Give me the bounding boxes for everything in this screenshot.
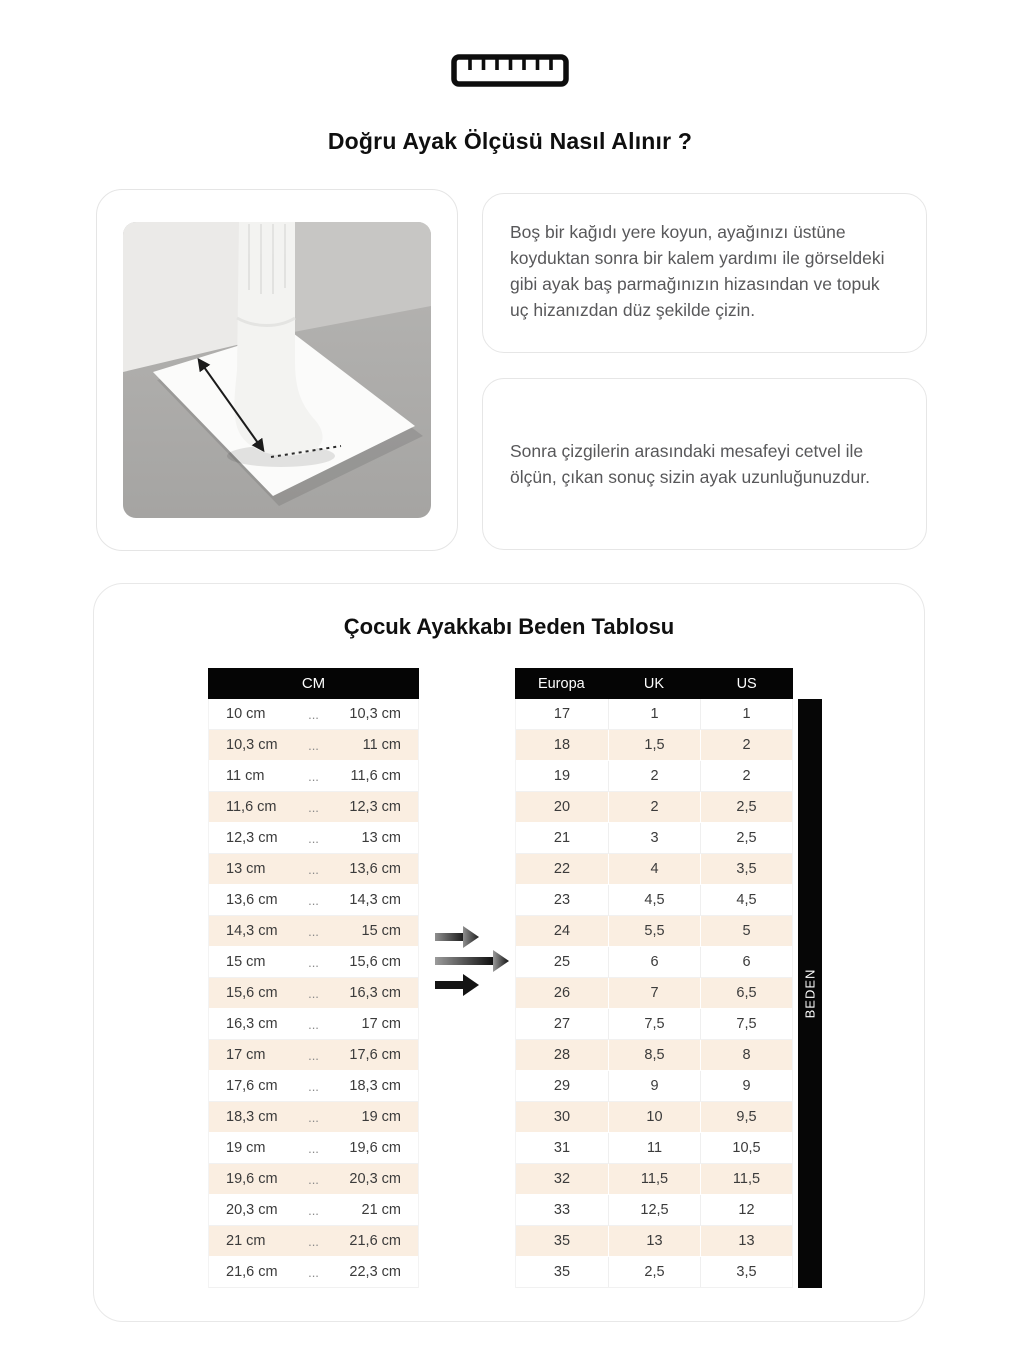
intl-table-row xyxy=(516,947,792,978)
uk-cell: 10 xyxy=(608,1102,700,1132)
intl-table-row xyxy=(516,823,792,854)
uk-cell: 4 xyxy=(608,854,700,884)
cm-to-cell: 21,6 cm xyxy=(349,1233,401,1249)
us-cell: 11,5 xyxy=(700,1164,792,1194)
uk-cell: 1 xyxy=(608,699,700,729)
cm-to-cell: 15,6 cm xyxy=(349,954,401,970)
cm-to-cell: 11,6 cm xyxy=(350,768,401,784)
cm-from-cell: 17 cm xyxy=(226,1047,266,1063)
uk-cell: 9 xyxy=(608,1071,700,1101)
cm-separator: ... xyxy=(308,1171,319,1187)
ruler-icon xyxy=(451,54,569,92)
us-cell: 4,5 xyxy=(700,885,792,915)
uk-cell: 11,5 xyxy=(608,1164,700,1194)
europa-cell: 32 xyxy=(553,1171,571,1187)
us-cell: 13 xyxy=(700,1226,792,1256)
europa-cell: 19 xyxy=(553,768,571,784)
cm-table-row xyxy=(209,1226,418,1257)
cm-separator: ... xyxy=(308,799,319,815)
cm-from-cell: 11,6 cm xyxy=(226,799,277,815)
instruction-step-1 xyxy=(482,193,927,353)
intl-table-row xyxy=(516,792,792,823)
cm-table-row xyxy=(209,916,418,947)
cm-separator: ... xyxy=(308,861,319,877)
us-cell: 3,5 xyxy=(700,854,792,884)
europa-cell: 33 xyxy=(553,1202,571,1218)
cm-to-cell: 14,3 cm xyxy=(349,892,401,908)
intl-table-row xyxy=(516,1040,792,1071)
us-cell: 9,5 xyxy=(700,1102,792,1132)
intl-table-row xyxy=(516,1164,792,1195)
intl-table-row xyxy=(516,699,792,730)
cm-to-cell: 19,6 cm xyxy=(349,1140,401,1156)
us-cell: 6,5 xyxy=(700,978,792,1008)
size-chart-title: Çocuk Ayakkabı Beden Tablosu xyxy=(343,614,675,639)
uk-cell: 7 xyxy=(608,978,700,1008)
cm-from-cell: 13,6 cm xyxy=(226,892,278,908)
uk-cell: 8,5 xyxy=(608,1040,700,1070)
cm-from-cell: 14,3 cm xyxy=(226,923,278,939)
cm-table-header: CM xyxy=(208,668,419,699)
intl-table-row xyxy=(516,1071,792,1102)
cm-table xyxy=(208,668,419,1288)
intl-table-row xyxy=(516,1133,792,1164)
uk-cell: 7,5 xyxy=(608,1009,700,1039)
cm-to-cell: 22,3 cm xyxy=(349,1264,401,1280)
foot-measurement-photo xyxy=(123,222,431,518)
cm-from-cell: 15,6 cm xyxy=(226,985,278,1001)
cm-table-row xyxy=(209,1040,418,1071)
cm-separator: ... xyxy=(308,737,319,753)
europa-cell: 31 xyxy=(553,1140,571,1156)
europa-cell: 21 xyxy=(553,830,571,846)
cm-to-cell: 16,3 cm xyxy=(349,985,401,1001)
cm-from-cell: 17,6 cm xyxy=(226,1078,278,1094)
cm-table-row xyxy=(209,699,418,730)
cm-separator: ... xyxy=(308,954,319,970)
intl-table-row xyxy=(516,1009,792,1040)
us-cell: 8 xyxy=(700,1040,792,1070)
beden-side-label xyxy=(798,699,822,1288)
intl-table-row xyxy=(516,885,792,916)
cm-to-cell: 13,6 cm xyxy=(349,861,401,877)
us-cell: 3,5 xyxy=(700,1257,792,1287)
cm-table-row xyxy=(209,1164,418,1195)
uk-cell: 3 xyxy=(608,823,700,853)
uk-cell: 4,5 xyxy=(608,885,700,915)
cm-separator: ... xyxy=(308,1233,319,1249)
uk-cell: 2 xyxy=(608,761,700,791)
cm-from-cell: 13 cm xyxy=(226,861,266,877)
intl-table-row xyxy=(516,978,792,1009)
us-cell: 5 xyxy=(700,916,792,946)
europa-cell: 26 xyxy=(553,985,571,1001)
uk-cell: 11 xyxy=(608,1133,700,1163)
cm-table-row xyxy=(209,1071,418,1102)
cm-separator: ... xyxy=(308,1016,319,1032)
cm-table-row xyxy=(209,1133,418,1164)
cm-table-row xyxy=(209,1009,418,1040)
intl-table-body xyxy=(515,699,793,1288)
cm-separator: ... xyxy=(308,1140,319,1156)
us-cell: 10,5 xyxy=(700,1133,792,1163)
cm-to-cell: 17,6 cm xyxy=(349,1047,401,1063)
intl-table-row xyxy=(516,916,792,947)
us-cell: 1 xyxy=(700,699,792,729)
cm-separator: ... xyxy=(308,1078,319,1094)
intl-table-row xyxy=(516,854,792,885)
international-size-table xyxy=(515,668,793,1288)
us-cell: 6 xyxy=(700,947,792,977)
mapping-arrows-icon xyxy=(433,921,513,996)
europa-cell: 18 xyxy=(553,737,571,753)
cm-to-cell: 19 cm xyxy=(361,1109,401,1125)
cm-separator: ... xyxy=(308,830,319,846)
uk-cell: 12,5 xyxy=(608,1195,700,1225)
cm-to-cell: 15 cm xyxy=(361,923,401,939)
instruction-step-1-text: Boş bir kağıdı yere koyun, ayağınızı üstüne koyduktan sonra bir kalem yardımı ile görseldeki gibi ayak baş parmağınızın hizasından ve topuk uç hizanızdan düz şekilde çizin. xyxy=(510,222,885,320)
cm-from-cell: 12,3 cm xyxy=(226,830,278,846)
cm-table-row xyxy=(209,1257,418,1288)
cm-to-cell: 18,3 cm xyxy=(349,1078,401,1094)
uk-cell: 1,5 xyxy=(608,730,700,760)
us-cell: 2 xyxy=(700,761,792,791)
intl-table-row xyxy=(516,761,792,792)
europa-cell: 27 xyxy=(553,1016,571,1032)
uk-cell: 5,5 xyxy=(608,916,700,946)
cm-separator: ... xyxy=(308,1047,319,1063)
intl-table-header xyxy=(515,668,793,699)
us-cell: 7,5 xyxy=(700,1009,792,1039)
intl-table-row xyxy=(516,1195,792,1226)
instruction-step-2-text: Sonra çizgilerin arasındaki mesafeyi cetvel ile ölçün, çıkan sonuç sizin ayak uzunluğunuzdur. xyxy=(510,441,870,487)
us-cell: 12 xyxy=(700,1195,792,1225)
cm-from-cell: 19 cm xyxy=(226,1140,266,1156)
cm-table-row xyxy=(209,885,418,916)
cm-separator: ... xyxy=(308,1264,319,1280)
uk-cell: 2,5 xyxy=(608,1257,700,1287)
cm-table-row xyxy=(209,978,418,1009)
intl-header-us: US xyxy=(736,675,757,692)
europa-cell: 24 xyxy=(553,923,571,939)
intl-header-europa: Europa xyxy=(537,675,585,692)
europa-cell: 29 xyxy=(553,1078,571,1094)
cm-table-row xyxy=(209,823,418,854)
intl-header-uk: UK xyxy=(643,675,665,692)
cm-separator: ... xyxy=(308,706,319,722)
cm-to-cell: 10,3 cm xyxy=(349,706,401,722)
cm-from-cell: 18,3 cm xyxy=(226,1109,278,1125)
europa-cell: 25 xyxy=(553,954,571,970)
cm-to-cell: 12,3 cm xyxy=(349,799,401,815)
intl-table-row xyxy=(516,1257,792,1288)
cm-from-cell: 10,3 cm xyxy=(226,737,278,753)
cm-from-cell: 21,6 cm xyxy=(226,1264,278,1280)
europa-cell: 30 xyxy=(553,1109,571,1125)
cm-table-row xyxy=(209,854,418,885)
foot-photo-card xyxy=(96,189,458,551)
cm-to-cell: 11 cm xyxy=(362,737,401,753)
cm-to-cell: 13 cm xyxy=(361,830,401,846)
cm-separator: ... xyxy=(308,1202,319,1218)
cm-to-cell: 20,3 cm xyxy=(349,1171,401,1187)
cm-from-cell: 15 cm xyxy=(226,954,266,970)
cm-table-row xyxy=(209,730,418,761)
cm-from-cell: 11 cm xyxy=(226,768,265,784)
intl-table-row xyxy=(516,1102,792,1133)
europa-cell: 23 xyxy=(553,892,571,908)
europa-cell: 35 xyxy=(553,1233,571,1249)
europa-cell: 20 xyxy=(553,799,571,815)
intl-table-row xyxy=(516,1226,792,1257)
size-chart-card xyxy=(93,583,925,1322)
beden-label-text: BEDEN xyxy=(802,968,818,1019)
cm-table-row xyxy=(209,947,418,978)
cm-table-row xyxy=(209,761,418,792)
cm-to-cell: 17 cm xyxy=(361,1016,401,1032)
cm-separator: ... xyxy=(308,1109,319,1125)
us-cell: 2,5 xyxy=(700,823,792,853)
cm-separator: ... xyxy=(308,923,319,939)
cm-table-row xyxy=(209,1102,418,1133)
cm-table-body xyxy=(208,699,419,1288)
cm-from-cell: 16,3 cm xyxy=(226,1016,278,1032)
uk-cell: 2 xyxy=(608,792,700,822)
us-cell: 2,5 xyxy=(700,792,792,822)
intl-table-row xyxy=(516,730,792,761)
cm-to-cell: 21 cm xyxy=(361,1202,401,1218)
cm-from-cell: 21 cm xyxy=(226,1233,266,1249)
cm-from-cell: 20,3 cm xyxy=(226,1202,278,1218)
europa-cell: 22 xyxy=(553,861,571,877)
cm-separator: ... xyxy=(308,892,319,908)
us-cell: 2 xyxy=(700,730,792,760)
europa-cell: 35 xyxy=(553,1264,571,1280)
cm-from-cell: 19,6 cm xyxy=(226,1171,278,1187)
europa-cell: 28 xyxy=(553,1047,571,1063)
cm-separator: ... xyxy=(308,768,319,784)
uk-cell: 6 xyxy=(608,947,700,977)
cm-table-row xyxy=(209,1195,418,1226)
cm-from-cell: 10 cm xyxy=(226,706,266,722)
page-title: Doğru Ayak Ölçüsü Nasıl Alınır ? xyxy=(327,128,693,154)
cm-table-row xyxy=(209,792,418,823)
europa-cell: 17 xyxy=(553,706,571,722)
instruction-step-2 xyxy=(482,378,927,550)
uk-cell: 13 xyxy=(608,1226,700,1256)
us-cell: 9 xyxy=(700,1071,792,1101)
cm-separator: ... xyxy=(308,985,319,1001)
